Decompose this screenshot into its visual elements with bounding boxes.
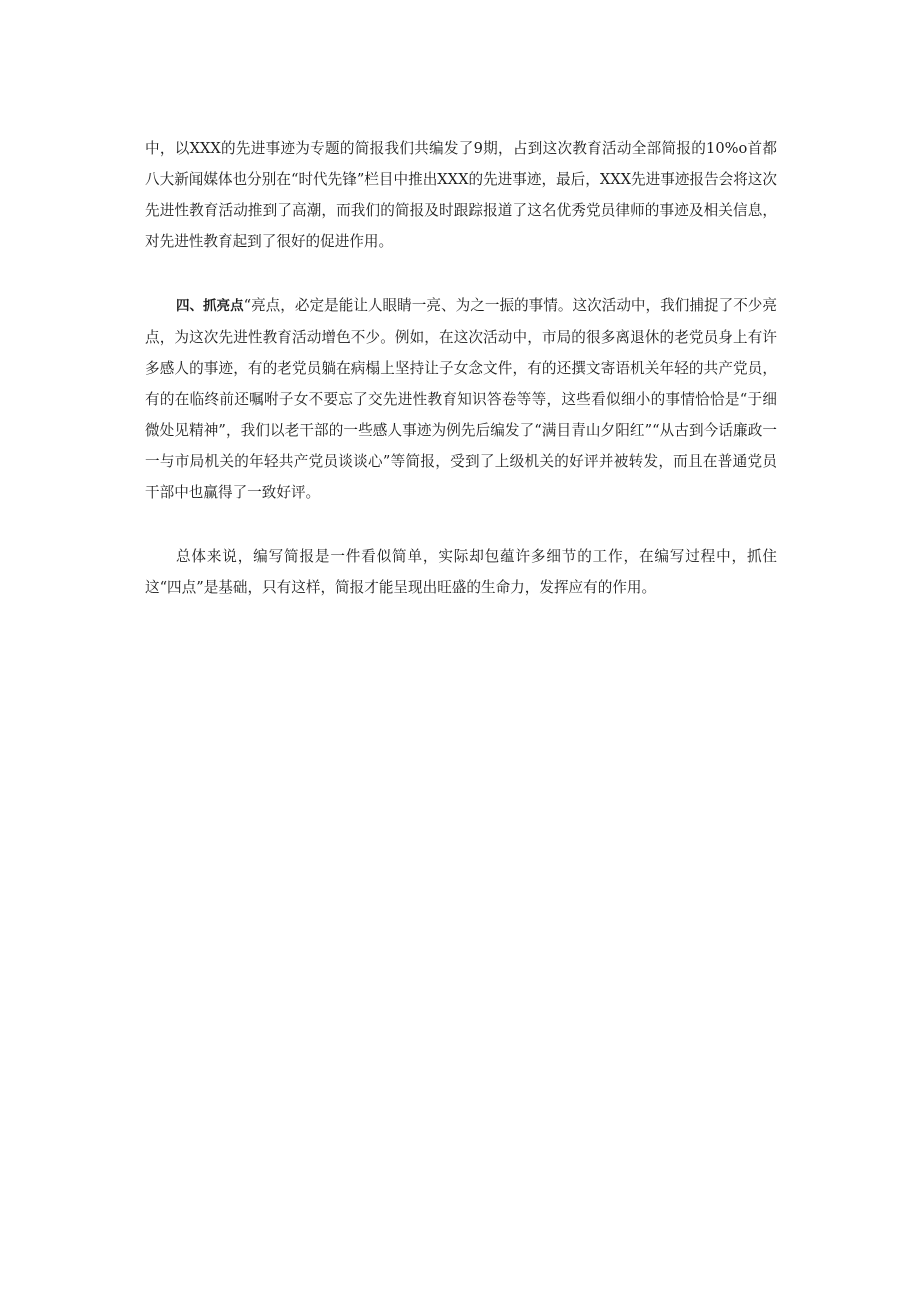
- document-page: [145, 133, 777, 603]
- paragraph-3: 总体来说，编写简报是一件看似简单，实际却包蕴许多细节的工作，在编写过程中，抓住这“四点”是基础，只有这样，简报才能呈现出旺盛的生命力，发挥应有的作用。: [145, 548, 777, 596]
- paragraph-1: 中，以XXX的先进事迹为专题的简报我们共编发了9期，占到这次教育活动全部简报的10%o首都八大新闻媒体也分别在“时代先锋”栏目中推出XXX的先进事迹，最后，XXX先进事迹报告会将这次先进性教育活动推到了高潮，而我们的简报及时跟踪报道了这名优秀党员律师的事迹及相关信息，对先进性教育起到了很好的促进作用。: [145, 140, 777, 250]
- section-heading: 四、抓亮点: [176, 298, 244, 314]
- paragraph-2: [145, 290, 777, 508]
- paragraph-2-text: “亮点，必定是能让人眼睛一亮、为之一振的事情。这次活动中，我们捕捉了不少亮点，为这次先进性教育活动增色不少。例如，在这次活动中，市局的很多离退休的老党员身上有许多感人的事迹，有的老党员躺在病榻上坚持让子女念文件，有的还撰文寄语机关年轻的共产党员，有的在临终前还嘱咐子女不要忘了交先进性教育知识答卷等等，这些看似细小的事情恰恰是“于细微处见精神”，我们以老干部的一些感人事迹为例先后编发了“满目青山夕阳红”“从古到今话廉政一一与市局机关的年轻共产党员谈谈心”等简报，受到了上级机关的好评并被转发，而且在普通党员干部中也赢得了一致好评。: [145, 297, 778, 501]
